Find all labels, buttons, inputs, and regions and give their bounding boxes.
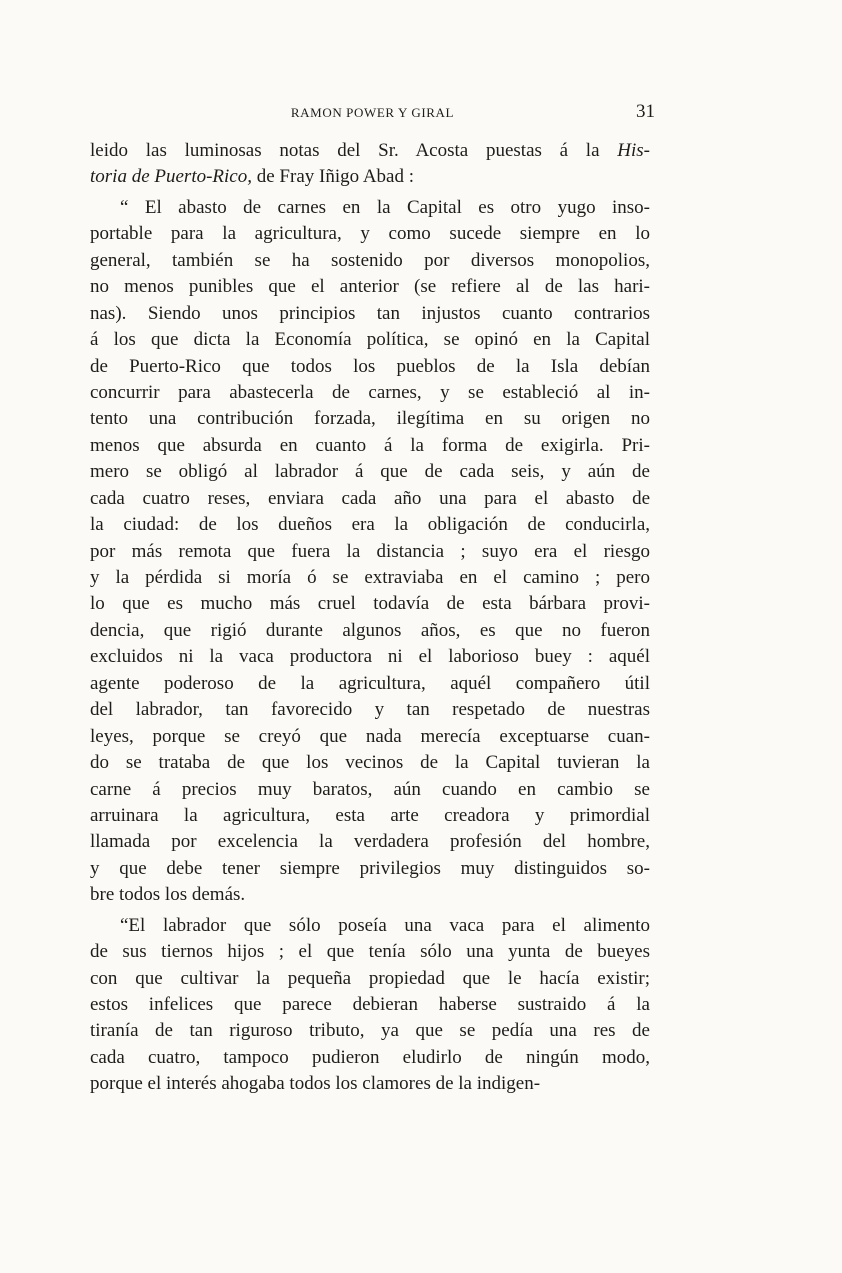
text-line: menos que absurda en cuanto á la forma de exigirla. Pri- [90,434,650,456]
text-line: del labrador, tan favorecido y tan respetado de nuestras [90,699,650,721]
text-line: arruinara la agricultura, esta arte creadora y primordial [90,804,650,826]
text-line: á los que dicta la Economía política, se opinó en la Capital [90,329,650,351]
quote-paragraph-1 [90,195,650,909]
text-line [90,164,650,190]
text-line: bre todos los demás. [90,884,246,906]
text-line: concurrir para abastecerla de carnes, y se estableció al in- [90,381,650,403]
text-run: de Fray Iñigo Abad : [252,166,415,188]
text-line: dencia, que rigió durante algunos años, es que no fueron [90,619,650,641]
text-line: lo que es mucho más cruel todavía de esta bárbara provi- [90,593,650,615]
italic-run: His- [617,140,650,161]
text-line: con que cultivar la pequeña propiedad que le hacía existir; [90,967,650,989]
text-line: la ciudad: de los dueños era la obligación de conducirla, [90,514,650,536]
page-number: 31 [636,101,655,122]
text-line: y la pérdida si moría ó se extraviaba en el camino ; pero [90,567,650,588]
running-title: RAMON POWER Y GIRAL [290,105,455,120]
italic-run: toria de Puerto-Rico, [90,166,252,188]
text-line: leyes, porque se creyó que nada merecía exceptuarse cuan- [90,725,650,747]
body-text [90,138,650,1098]
text-line: de Puerto-Rico que todos los pueblos de la Isla debían [90,355,650,377]
text-line: do se trataba de que los vecinos de la Capital tuvieran la [90,752,650,774]
text-line: “El labrador que sólo poseía una vaca para el alimento [120,914,650,936]
text-line: tento una contribución forzada, ilegítima en su origen no [90,408,650,430]
text-line: cada cuatro, tampoco pudieron eludirlo de ningún modo, [90,1046,650,1068]
text-line: agente poderoso de la agricultura, aquél compañero útil [90,672,650,694]
quote-paragraph-2 [90,913,650,1098]
text-line: de sus tiernos hijos ; el que tenía sólo una yunta de bueyes [90,941,650,963]
text-line: por más remota que fuera la distancia ; suyo era el riesgo [90,540,650,562]
text-line: y que debe tener siempre privilegios muy distinguidos so- [90,857,650,879]
text-line: nas). Siendo unos principios tan injustos cuanto contrarios [90,302,650,324]
text-line: carne á precios muy baratos, aún cuando en cambio se [90,778,650,800]
text-run: leido las luminosas notas del Sr. Acosta puestas á la [90,140,618,161]
text-line: tiranía de tan riguroso tributo, ya que se pedía una res de [90,1020,650,1042]
text-line: excluidos ni la vaca productora ni el laborioso buey : aquél [90,646,650,668]
text-line: cada cuatro reses, enviara cada año una para el abasto de [90,487,650,509]
text-line: “ El abasto de carnes en la Capital es otro yugo inso- [120,196,650,218]
text-line: no menos punibles que el anterior (se refiere al de las hari- [90,276,650,298]
text-line: portable para la agricultura, y como sucede siempre en lo [90,223,650,245]
text-line: general, también se ha sostenido por diversos monopolios, [90,249,650,271]
text-line: llamada por excelencia la verdadera profesión del hombre, [90,831,650,853]
text-line: estos infelices que parece debieran haberse sustraido á la [90,994,650,1015]
text-line: porque el interés ahogaba todos los clamores de la indigen- [90,1073,541,1095]
text-line: mero se obligó al labrador á que de cada seis, y aún de [90,461,650,483]
page-header [90,101,655,121]
text-line [90,138,650,164]
